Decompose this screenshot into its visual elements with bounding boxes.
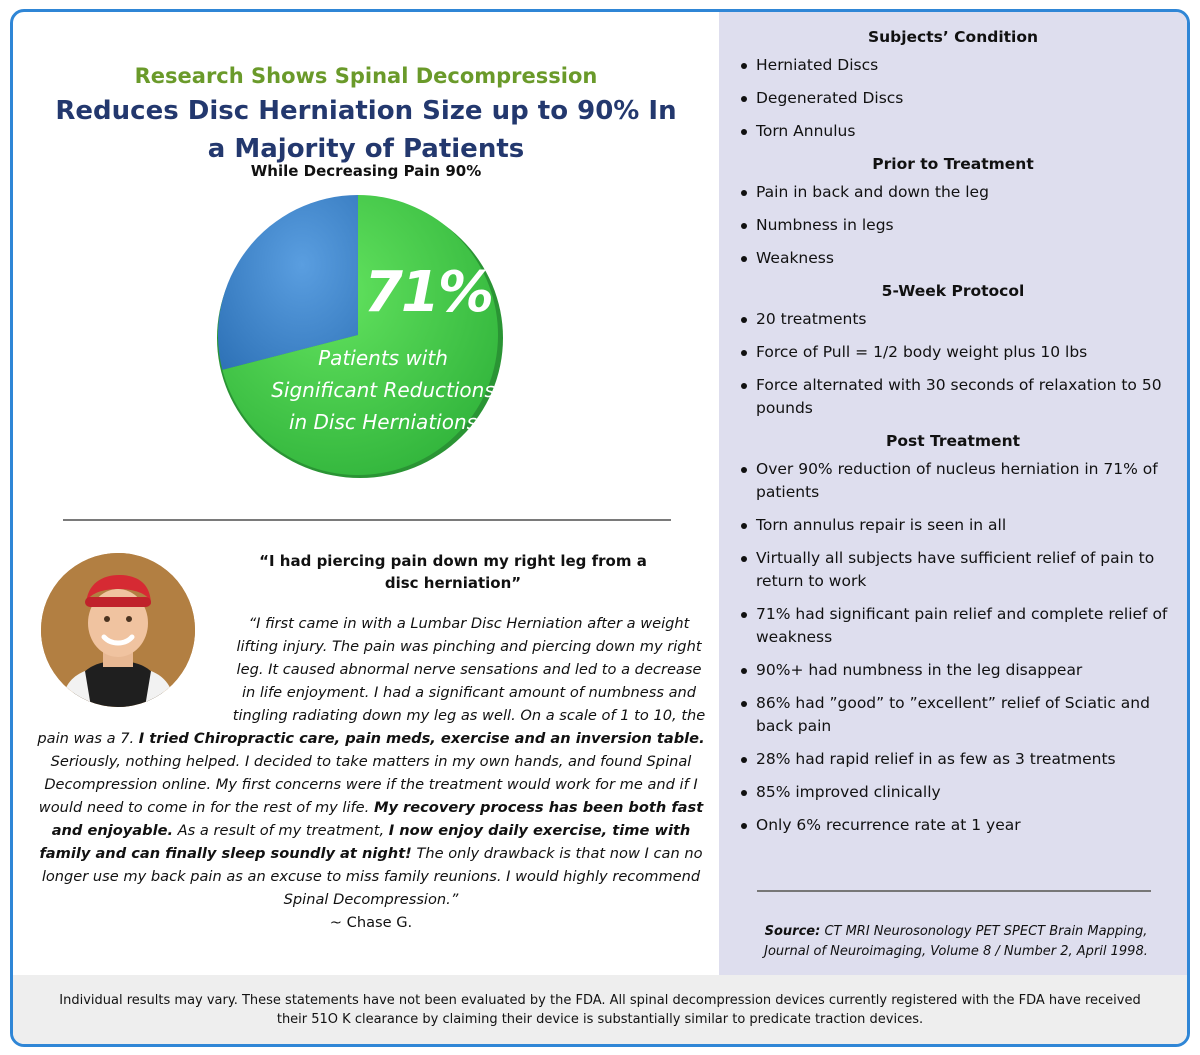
- disclaimer-text: Individual results may vary. These statements have not been evaluated by the FDA. All spinal decompression devices currently registered with the FDA have received their 51O K clearance by claiming their device is substantially similar to predicate traction devices.: [59, 992, 1141, 1027]
- infographic-frame: [10, 9, 1190, 1047]
- source-divider: [757, 890, 1151, 892]
- study-sections: [719, 26, 1187, 847]
- list-item: Numbness in legs: [719, 214, 1187, 237]
- pie-caption: Patients with Significant Reductions in Disc Herniations: [271, 346, 495, 434]
- headline-subtitle: While Decreasing Pain 90%: [250, 162, 482, 180]
- source-text: CT MRI Neurosonology PET SPECT Brain Mapping, Journal of Neuroimaging, Volume 8 / Number 2, April 1998.: [764, 924, 1148, 959]
- list-item: Pain in back and down the leg: [719, 181, 1187, 204]
- list-item: 28% had rapid relief in as few as 3 treatments: [719, 748, 1187, 771]
- right-panel: [719, 12, 1187, 975]
- testimonial-text-2: Seriously, nothing helped. I decided to take matters in my own hands, and found Spinal Decompression online. My first concerns were if the treatment would work for me and if I would need to come in for the rest of my life.: [38, 753, 698, 816]
- list-item: 85% improved clinically: [719, 781, 1187, 804]
- section-title: Post Treatment: [885, 432, 1021, 450]
- list-item: Virtually all subjects have sufficient relief of pain to return to work: [719, 547, 1187, 593]
- list-item: Over 90% reduction of nucleus herniation in 71% of patients: [719, 458, 1187, 504]
- section-list: [719, 458, 1187, 837]
- list-item: 86% had ”good” to ”excellent” relief of Sciatic and back pain: [719, 692, 1187, 738]
- testimonial-emphasis-2: My recovery process has been both fast and enjoyable.: [51, 799, 704, 839]
- section-title: Subjects’ Condition: [867, 28, 1039, 46]
- testimonial-body: [33, 612, 709, 934]
- section-title: 5-Week Protocol: [881, 282, 1025, 300]
- list-item: 71% had significant pain relief and complete relief of weakness: [719, 603, 1187, 649]
- source-citation: [749, 922, 1163, 962]
- section-divider: [63, 519, 671, 521]
- testimonial-text-4: The only drawback is that now I can no longer use my back pain as an excuse to miss family reunions. I would highly recommend Spinal Decompression.”: [41, 845, 703, 908]
- list-item: Herniated Discs: [719, 54, 1187, 77]
- pie-graphic: [208, 190, 508, 490]
- list-item: Torn annulus repair is seen in all: [719, 514, 1187, 537]
- disclaimer-footer: [13, 975, 1187, 1044]
- pie-svg: [208, 190, 508, 490]
- list-item: Only 6% recurrence rate at 1 year: [719, 814, 1187, 837]
- headline-kicker: Research Shows Spinal Decompression: [134, 64, 598, 88]
- list-item: Force of Pull = 1/2 body weight plus 10 lbs: [719, 341, 1187, 364]
- list-item: Torn Annulus: [719, 120, 1187, 143]
- list-item: Weakness: [719, 247, 1187, 270]
- left-panel: [13, 12, 719, 975]
- testimonial-attribution: ~ Chase G.: [329, 914, 413, 931]
- section-list: [719, 54, 1187, 143]
- headline-title: Reduces Disc Herniation Size up to 90% In a Majority of Patients: [55, 96, 677, 164]
- testimonial-title: “I had piercing pain down my right leg from a disc herniation”: [259, 552, 647, 592]
- source-label: Source:: [764, 924, 821, 939]
- section-list: [719, 308, 1187, 420]
- section-list: [719, 181, 1187, 270]
- testimonial-text-1: “I first came in with a Lumbar Disc Herniation after a weight lifting injury. The pain was pinching and piercing down my right leg. It caused abnormal nerve sensations and led to a decrease in life enjoyment. I had a significant amount of numbness and tingling radiating down my leg as well. On a scale of 1 to 10, the pain was a 7.: [37, 615, 706, 747]
- list-item: Degenerated Discs: [719, 87, 1187, 110]
- section-title: Prior to Treatment: [872, 155, 1034, 173]
- list-item: 20 treatments: [719, 308, 1187, 331]
- pie-percent-label: 71%: [363, 260, 493, 325]
- testimonial-emphasis-3: I now enjoy daily exercise, time with family and can finally sleep soundly at night!: [39, 822, 691, 862]
- list-item: 90%+ had numbness in the leg disappear: [719, 659, 1187, 682]
- testimonial-emphasis-1: I tried Chiropractic care, pain meds, exercise and an inversion table.: [138, 730, 705, 747]
- testimonial-text-3: As a result of my treatment,: [173, 822, 389, 839]
- list-item: Force alternated with 30 seconds of relaxation to 50 pounds: [719, 374, 1187, 420]
